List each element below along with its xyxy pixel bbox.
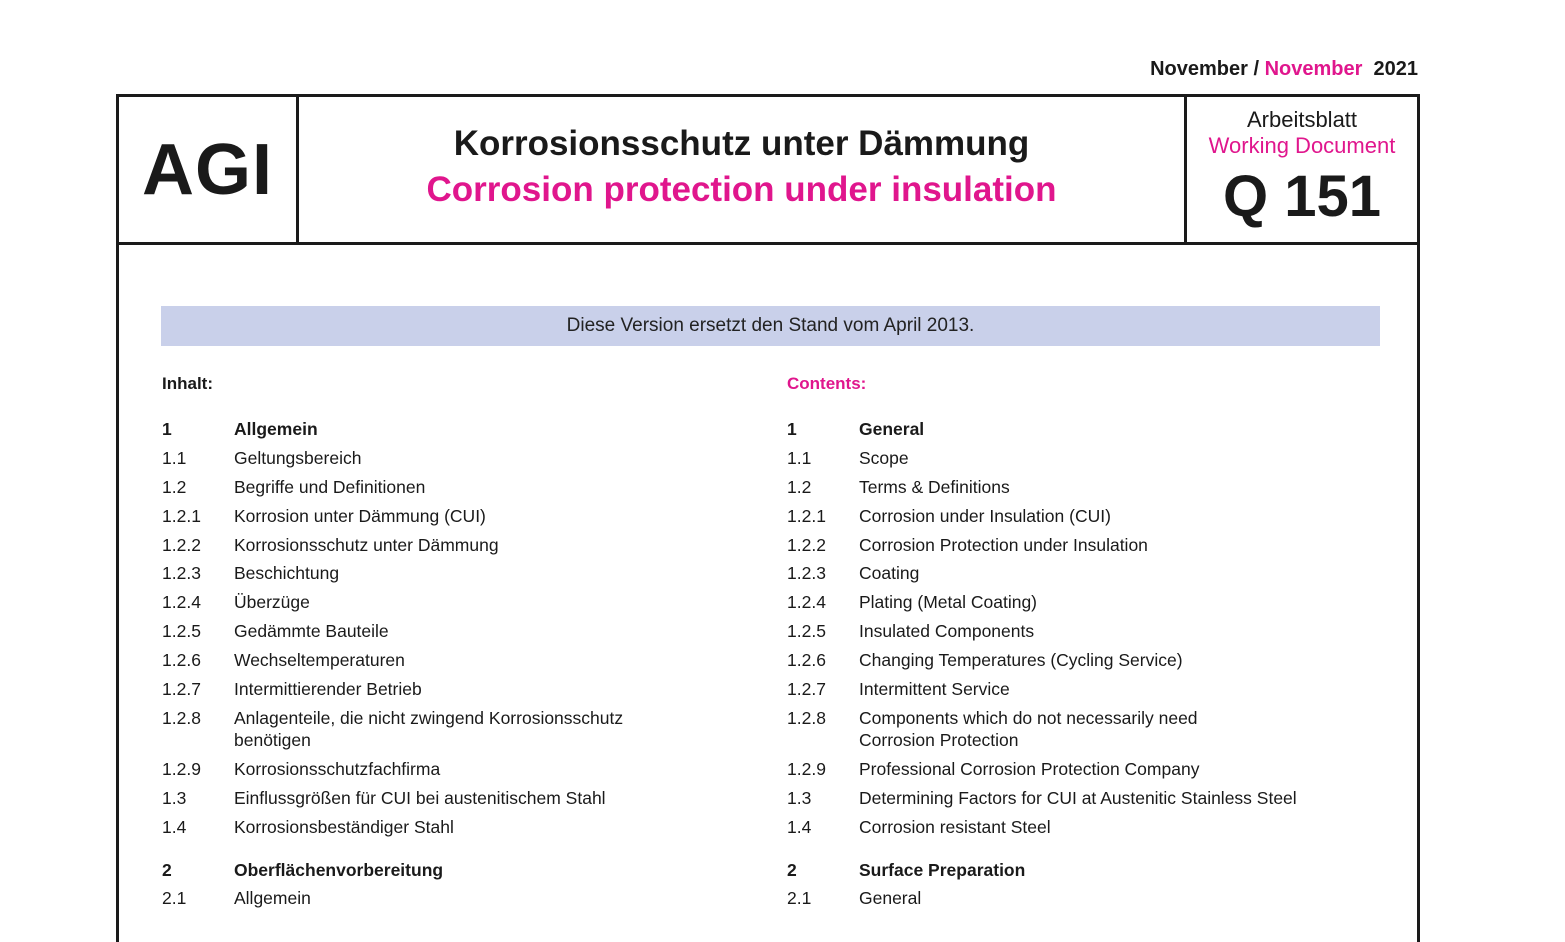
document-date	[1150, 58, 1418, 81]
toc-entry-label: Korrosion unter Dämmung (CUI)	[234, 505, 486, 526]
toc-entry-number: 1.4	[162, 816, 187, 837]
toc-entry-label: Scope	[859, 447, 909, 468]
toc-entry-number: 2	[787, 859, 797, 880]
toc-entry-number: 1.2.8	[787, 707, 826, 728]
date-year: 2021	[1373, 58, 1418, 80]
toc-entry-number: 1.2.5	[787, 621, 826, 642]
toc-entry-number: 1.2.2	[162, 534, 201, 555]
toc-entry-number: 1.2.6	[787, 650, 826, 671]
toc-entry-de	[162, 415, 722, 444]
toc-entry-label: Corrosion Protection under Insulation	[859, 534, 1148, 555]
toc-entry-number: 2.1	[787, 888, 812, 909]
toc-entry-label: Beschichtung	[234, 563, 340, 584]
toc-entry-number: 1.2	[162, 476, 187, 497]
toc-entry-label: Gedämmte Bauteile	[234, 621, 389, 642]
toc-entry-de	[162, 755, 722, 784]
toc-entry-label: General	[859, 419, 925, 439]
toc-entry-label: Korrosionsschutzfachfirma	[234, 758, 441, 779]
toc-german	[162, 372, 722, 913]
toc-entry-label: Corrosion resistant Steel	[859, 816, 1051, 837]
toc-entry-number: 1.1	[787, 447, 812, 468]
toc-entry-label: Changing Temperatures (Cycling Service)	[859, 650, 1183, 671]
toc-entry-label: Intermittierender Betrieb	[234, 679, 422, 700]
toc-entry-de	[162, 588, 722, 617]
toc-entry-en	[787, 784, 1367, 813]
date-month-de: November	[1150, 58, 1248, 80]
toc-entry-label: Einflussgrößen für CUI bei austenitischem Stahl	[234, 787, 606, 808]
toc-entry-de	[162, 856, 722, 885]
toc-entry-label: Begriffe und Definitionen	[234, 476, 426, 497]
toc-entry-en	[787, 755, 1367, 784]
toc-entry-en	[787, 813, 1367, 842]
toc-entry-de	[162, 473, 722, 502]
toc-entry-number: 2.1	[162, 888, 187, 909]
toc-entry-number: 1.2.4	[787, 592, 826, 613]
toc-entry-number: 1.2.1	[787, 505, 826, 526]
toc-english	[787, 372, 1367, 913]
toc-entry-en	[787, 531, 1367, 560]
toc-entry-label: Anlagenteile, die nicht zwingend Korrosionsschutz benötigen	[234, 707, 624, 750]
date-separator: /	[1253, 58, 1259, 80]
toc-entry-number: 1.2.3	[787, 563, 826, 584]
toc-entry-number: 1.1	[162, 447, 187, 468]
toc-entry-label: Korrosionsbeständiger Stahl	[234, 816, 454, 837]
toc-heading-english: Contents:	[787, 374, 867, 393]
toc-entry-de	[162, 502, 722, 531]
document-id-cell	[1187, 97, 1417, 242]
toc-entry-number: 1.2.1	[162, 505, 201, 526]
toc-entry-en	[787, 617, 1367, 646]
toc-entry-de	[162, 531, 722, 560]
toc-entry-label: Insulated Components	[859, 621, 1035, 642]
toc-entry-label: Allgemein	[234, 888, 311, 909]
doc-number: Q 151	[1223, 164, 1381, 229]
toc-entry-number: 1.2.4	[162, 592, 201, 613]
toc-entry-de	[162, 784, 722, 813]
toc-entry-number: 1.2	[787, 476, 812, 497]
toc-entry-label: Professional Corrosion Protection Company	[859, 758, 1200, 779]
toc-entry-de	[162, 813, 722, 842]
toc-entry-de	[162, 646, 722, 675]
toc-entry-number: 1	[162, 419, 172, 439]
toc-entry-en	[787, 415, 1367, 444]
agi-logo-cell	[119, 97, 299, 242]
title-cell	[299, 97, 1187, 242]
toc-entry-de	[162, 704, 722, 755]
agi-logo: AGI	[141, 129, 273, 210]
toc-entry-en	[787, 473, 1367, 502]
toc-entry-en	[787, 502, 1367, 531]
toc-entry-number: 1.2.7	[162, 679, 201, 700]
document-header	[116, 94, 1420, 245]
toc-entry-number: 1.2.5	[162, 621, 201, 642]
toc-entry-label: General	[859, 888, 922, 909]
doc-kind-english: Working Document	[1208, 133, 1396, 158]
toc-entry-en	[787, 588, 1367, 617]
toc-entry-label: Corrosion under Insulation (CUI)	[859, 505, 1111, 526]
toc-entry-label: Allgemein	[234, 419, 318, 439]
toc-entry-label: Korrosionsschutz unter Dämmung	[234, 534, 499, 555]
toc-entry-number: 1.2.3	[162, 563, 201, 584]
toc-entry-label: Geltungsbereich	[234, 447, 362, 468]
doc-kind-german: Arbeitsblatt	[1246, 107, 1358, 132]
toc-entry-number: 1.3	[787, 787, 812, 808]
toc-entry-de	[162, 617, 722, 646]
toc-entry-number: 1.2.9	[787, 758, 826, 779]
toc-entry-number: 1.2.9	[162, 758, 201, 779]
toc-entry-de	[162, 559, 722, 588]
toc-entry-number: 1.2.7	[787, 679, 826, 700]
toc-entry-number: 1.3	[162, 787, 187, 808]
toc-entry-en	[787, 675, 1367, 704]
title-german: Korrosionsschutz unter Dämmung	[453, 123, 1030, 163]
toc-entry-de	[162, 675, 722, 704]
toc-entry-label: Wechseltemperaturen	[234, 650, 405, 671]
toc-entry-label: Determining Factors for CUI at Austenitic Stainless Steel	[859, 787, 1297, 808]
toc-entry-label: Surface Preparation	[859, 859, 1026, 880]
toc-entry-label: Intermittent Service	[859, 679, 1010, 700]
toc-entry-label: Terms & Definitions	[859, 476, 1010, 497]
toc-entry-number: 1.2.8	[162, 707, 201, 728]
toc-entry-label: Überzüge	[234, 592, 310, 613]
toc-entry-number: 2	[162, 859, 172, 880]
toc-entry-de	[162, 444, 722, 473]
toc-entry-en	[787, 704, 1367, 755]
toc-entry-label: Plating (Metal Coating)	[859, 592, 1037, 613]
toc-entry-en	[787, 856, 1367, 885]
toc-entry-en	[787, 559, 1367, 588]
toc-entry-en	[787, 884, 1367, 913]
toc-entry-en	[787, 444, 1367, 473]
toc-entry-number: 1.2.2	[787, 534, 826, 555]
toc-entry-label: Coating	[859, 563, 920, 584]
toc-entry-de	[162, 884, 722, 913]
toc-entry-number: 1.4	[787, 816, 812, 837]
toc-entry-label: Oberflächenvorbereitung	[234, 859, 444, 880]
toc-entry-number: 1	[787, 419, 797, 439]
date-month-en: November	[1264, 58, 1363, 80]
toc-entry-label: Components which do not necessarily need Corrosion Protection	[859, 707, 1198, 750]
version-notice: Diese Version ersetzt den Stand vom April 2013.	[161, 306, 1380, 346]
toc-entry-en	[787, 646, 1367, 675]
title-english: Corrosion protection under insulation	[426, 169, 1057, 209]
toc-heading-german: Inhalt:	[162, 374, 213, 393]
toc-entry-number: 1.2.6	[162, 650, 201, 671]
